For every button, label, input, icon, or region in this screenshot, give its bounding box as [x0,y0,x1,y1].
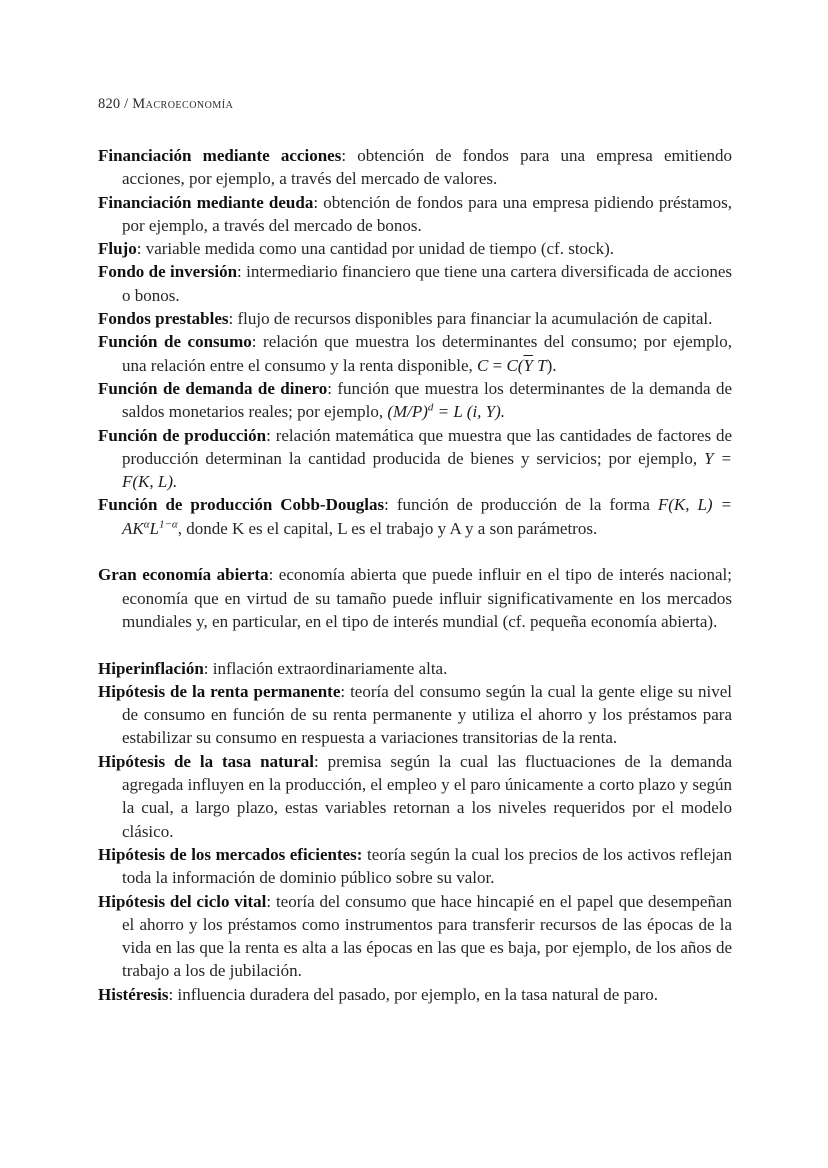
glossary-entry [98,983,732,1006]
glossary-entry [98,493,732,540]
glossary-entry [98,680,732,750]
glossary-definition: premisa según la cual las fluctuaciones de la demanda agregada influyen en la producción, el empleo y el paro únicamente a corto plazo y según la cual, a largo plazo, estas variables retornan a los niveles requeridos por el modelo clásico. [122,751,732,841]
glossary-definition: variable medida como una cantidad por unidad de tiempo (cf. stock). [145,239,614,259]
glossary-list [98,144,732,1006]
glossary-term: Fondos prestables [98,309,229,329]
glossary-term: Función de producción Cobb-Douglas [98,495,385,515]
term-colon: : [384,495,397,515]
book-title: Macroeconomía [132,96,234,112]
glossary-definition: relación matemática que muestra que las cantidades de factores de producción determinan la cantidad producida de bienes y servicios; por ejemplo, [122,425,732,468]
term-colon: : [266,425,276,445]
glossary-definition: teoría según la cual los precios de los activos reflejan toda la información de dominio público sobre su valor. [122,844,732,888]
formula-var: C [477,355,489,375]
formula-eq: = [488,355,507,375]
glossary-entry [98,330,732,377]
glossary-term: Fondo de inversión [98,262,238,282]
running-head-separator: / [120,96,133,112]
glossary-entry [98,260,732,307]
term-colon: : [203,658,213,678]
glossary-definition: relación que muestra los determinantes del consumo; por ejemplo, una relación entre el consumo y la renta disponible, [122,332,732,375]
glossary-term: Función de consumo [98,332,252,352]
glossary-entry [98,657,732,680]
glossary-term: Hipótesis de la tasa natural [98,751,314,771]
glossary-definition: influencia duradera del pasado, por ejemplo, en la tasa natural de paro. [177,984,659,1004]
formula-main: F(K, L) = AK [122,495,732,538]
glossary-definition: teoría del consumo que hace hincapié en el papel que desempeñan el ahorro y los préstamos como instrumentos para transferir recursos de las épocas de la vida en las que la renta es alta a las épocas en las que es baja, por ejemplo, de los años de trabajo a los de jubilación. [122,891,732,981]
glossary-term: Hipótesis de la renta permanente [98,681,341,701]
glossary-term: Financiación mediante acciones [98,146,342,165]
term-colon: : [313,192,324,212]
glossary-entry [98,424,732,494]
page-number: 820 [98,96,121,112]
term-colon: : [313,751,328,771]
glossary-term: Gran economía abierta [98,565,269,585]
glossary-entry [98,237,732,260]
glossary-entry [98,377,732,424]
formula-close: ). [546,355,557,375]
glossary-term: Función de producción [98,425,267,445]
glossary-definition: función de producción de la forma [396,495,658,515]
glossary-term: Financiación mediante deuda [98,192,314,212]
running-head [98,96,233,113]
glossary-definition: teoría del consumo según la cual la gente elige su nivel de consumo en función de su renta permanente y utiliza el ahorro y los préstamos para estabilizar su consumo en respuesta a variaciones transitorias de la renta. [122,681,732,748]
term-colon: : [327,378,338,398]
formula-superscript: 1−α [158,518,178,531]
glossary-definition: economía abierta que puede influir en el tipo de interés nacional; economía que en virtud de su tamaño puede influir significativamente en los mercados mundiales y, en particular, en el tipo de interés mundial (cf. pequeña economía abierta). [122,565,732,631]
glossary-term: Función de demanda de dinero [98,378,328,398]
formula-superscript: α [143,518,150,531]
glossary-term: Flujo [98,239,137,259]
glossary-entry [98,144,732,191]
formula-var: L [149,518,159,538]
glossary-definition: flujo de recursos disponibles para financiar la acumulación de capital. [237,309,713,329]
consumption-formula [477,356,557,375]
formula-var-ybar: $\overline{Y}$ [523,355,533,375]
glossary-definition: intermediario financiero que tiene una cartera diversificada de acciones o bonos. [122,262,732,305]
term-colon: : [268,565,279,585]
term-colon: : [341,146,358,165]
money-demand-formula [387,402,505,421]
formula-lhs: (M/P) [387,402,428,422]
glossary-entry [98,890,732,983]
term-colon: : [266,891,276,911]
glossary-definition: obtención de fondos para una empresa emitiendo acciones, por ejemplo, a través del mercado de valores. [122,146,732,189]
glossary-entry [98,191,732,238]
term-colon: : [168,984,178,1004]
term-colon: : [340,681,351,701]
glossary-entry [98,843,732,890]
glossary-entry [98,563,732,633]
term-colon: : [228,309,238,329]
term-colon: : [136,239,146,259]
term-colon: : [251,332,264,352]
glossary-definition: obtención de fondos para una empresa pidiendo préstamos, por ejemplo, a través del mercado de bonos. [122,192,732,235]
formula-fn: C( [506,355,524,375]
glossary-term: Histéresis [98,984,169,1004]
glossary-term: Hipótesis de los mercados eficientes: [98,844,363,864]
formula-var: T [532,355,547,375]
glossary-entry [98,750,732,843]
formula-superscript: d [427,401,434,414]
glossary-entry [98,307,732,330]
production-formula: Y = F(K, L). [122,448,732,492]
glossary-term: Hiperinflación [98,658,204,678]
glossary-term: Hipótesis del ciclo vital [98,891,267,911]
term-colon: : [237,262,247,282]
glossary-definition: función que muestra los determinantes de la demanda de saldos monetarios reales; por ejemplo, [122,378,732,422]
formula-rhs: = L (i, Y). [433,402,506,422]
glossary-definition-tail: , donde K es el capital, L es el trabajo y A y a son parámetros. [177,518,598,538]
glossary-definition: inflación extraordinariamente alta. [212,658,448,678]
